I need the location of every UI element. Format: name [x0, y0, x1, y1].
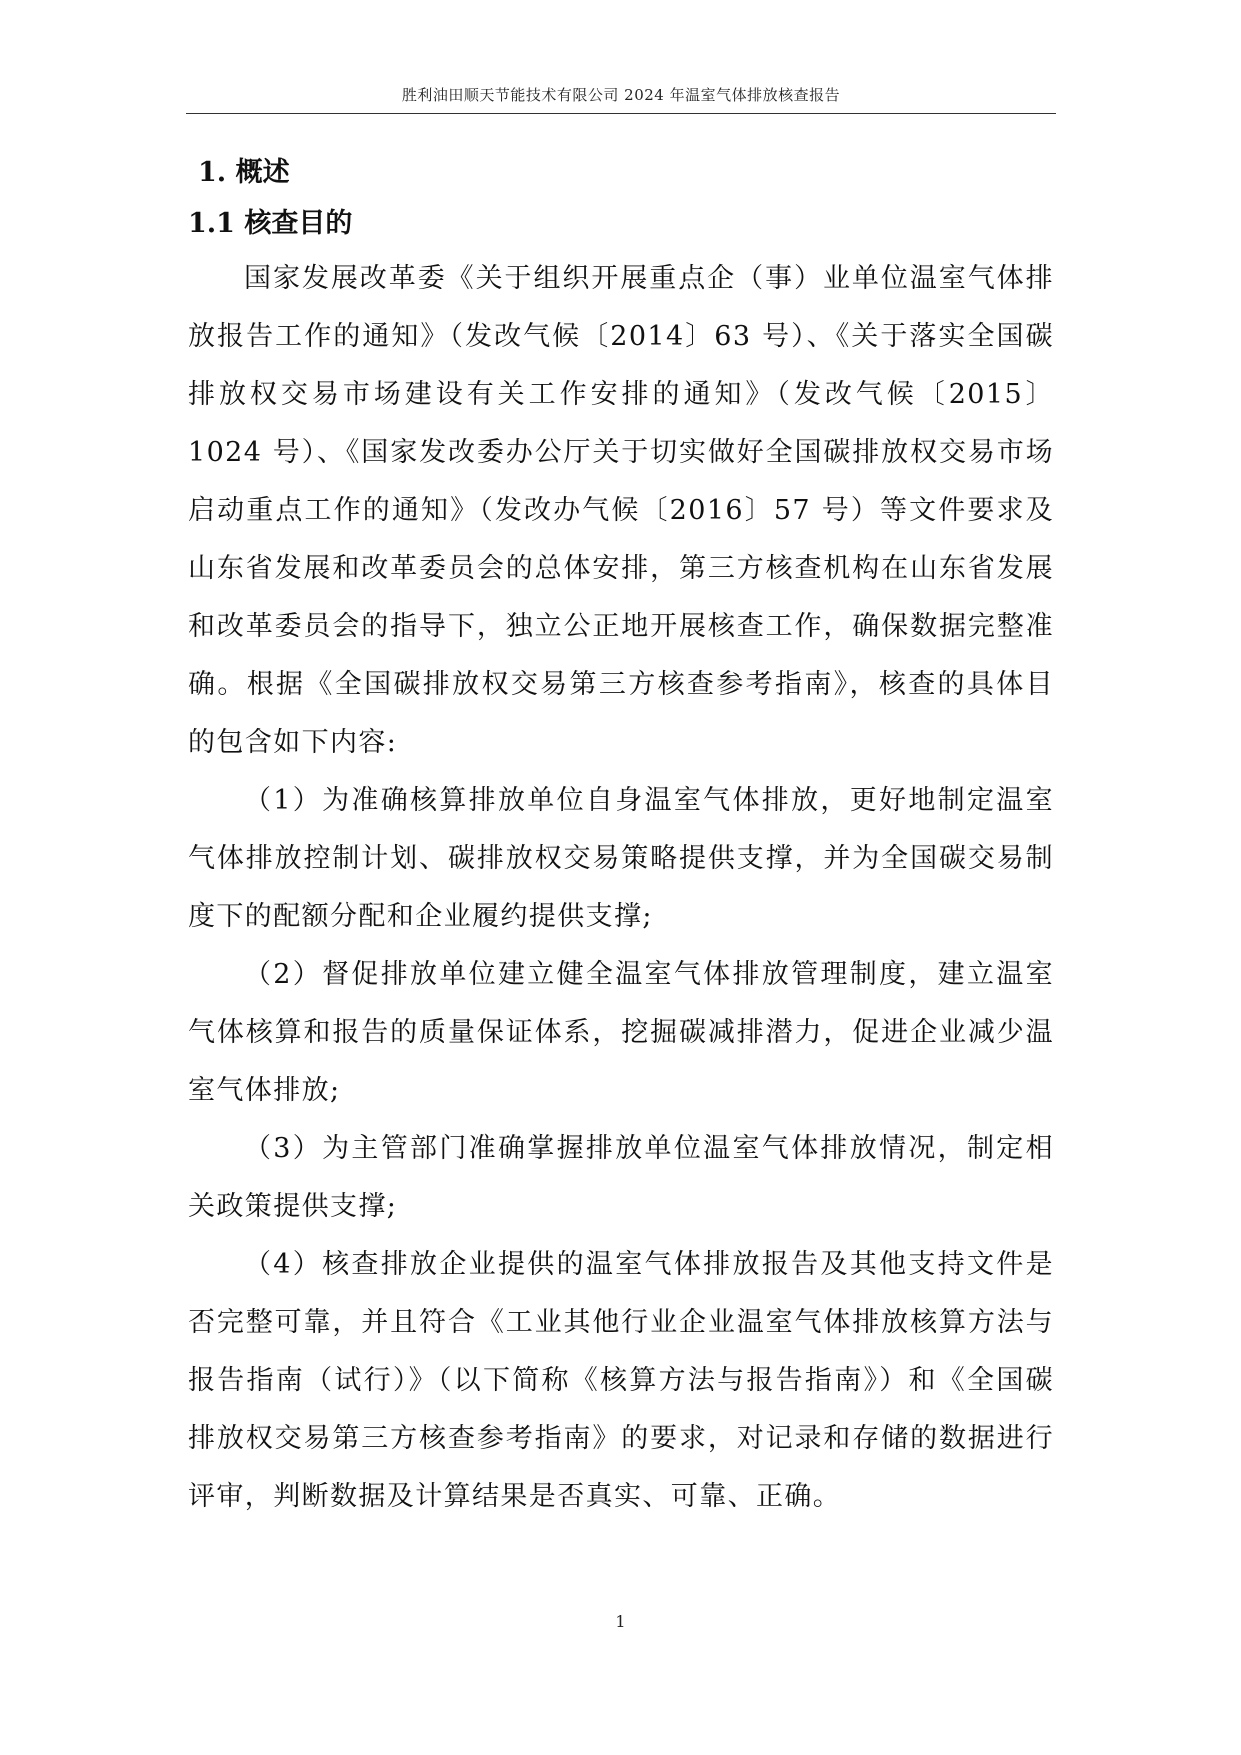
paragraph-item-3: （3）为主管部门准确掌握排放单位温室气体排放情况，制定相关政策提供支撑;	[188, 1133, 1054, 1222]
page-body	[188, 148, 1054, 1526]
paragraph-item-4: （4）核查排放企业提供的温室气体排放报告及其他支持文件是否完整可靠，并且符合《工业其他行业企业温室气体排放核算方法与报告指南（试行）》（以下简称《核算方法与报告指南》）和《全国碳排放权交易第三方核查参考指南》的要求，对记录和存储的数据进行评审，判断数据及计算结果是否真实、可靠、正确。	[188, 1249, 1054, 1512]
page-number: 1	[615, 1612, 626, 1631]
paragraph-item-1: （1）为准确核算排放单位自身温室气体排放，更好地制定温室气体排放控制计划、碳排放权交易策略提供支撑，并为全国碳交易制度下的配额分配和企业履约提供支撑;	[188, 785, 1054, 932]
running-header: 胜利油田顺天节能技术有限公司 2024 年温室气体排放核查报告	[401, 86, 841, 104]
section-heading: 1. 概述	[198, 157, 290, 188]
header-divider	[186, 113, 1056, 114]
paragraph-intro: 国家发展改革委《关于组织开展重点企（事）业单位温室气体排放报告工作的通知》（发改气候〔2014〕63 号）、《关于落实全国碳排放权交易市场建设有关工作安排的通知》（发改气候〔2015〕1024 号）、《国家发改委办公厅关于切实做好全国碳排放权交易市场启动重点工作的通知》（发改办气候〔2016〕57 号）等文件要求及山东省发展和改革委员会的总体安排，第三方核查机构在山东省发展和改革委员会的指导下，独立公正地开展核查工作，确保数据完整准确。根据《全国碳排放权交易第三方核查参考指南》，核查的具体目的包含如下内容:	[188, 263, 1054, 758]
subsection-heading: 1.1 核查目的	[188, 208, 353, 239]
paragraph-item-2: （2）督促排放单位建立健全温室气体排放管理制度，建立温室气体核算和报告的质量保证体系，挖掘碳减排潜力，促进企业减少温室气体排放;	[188, 959, 1054, 1106]
